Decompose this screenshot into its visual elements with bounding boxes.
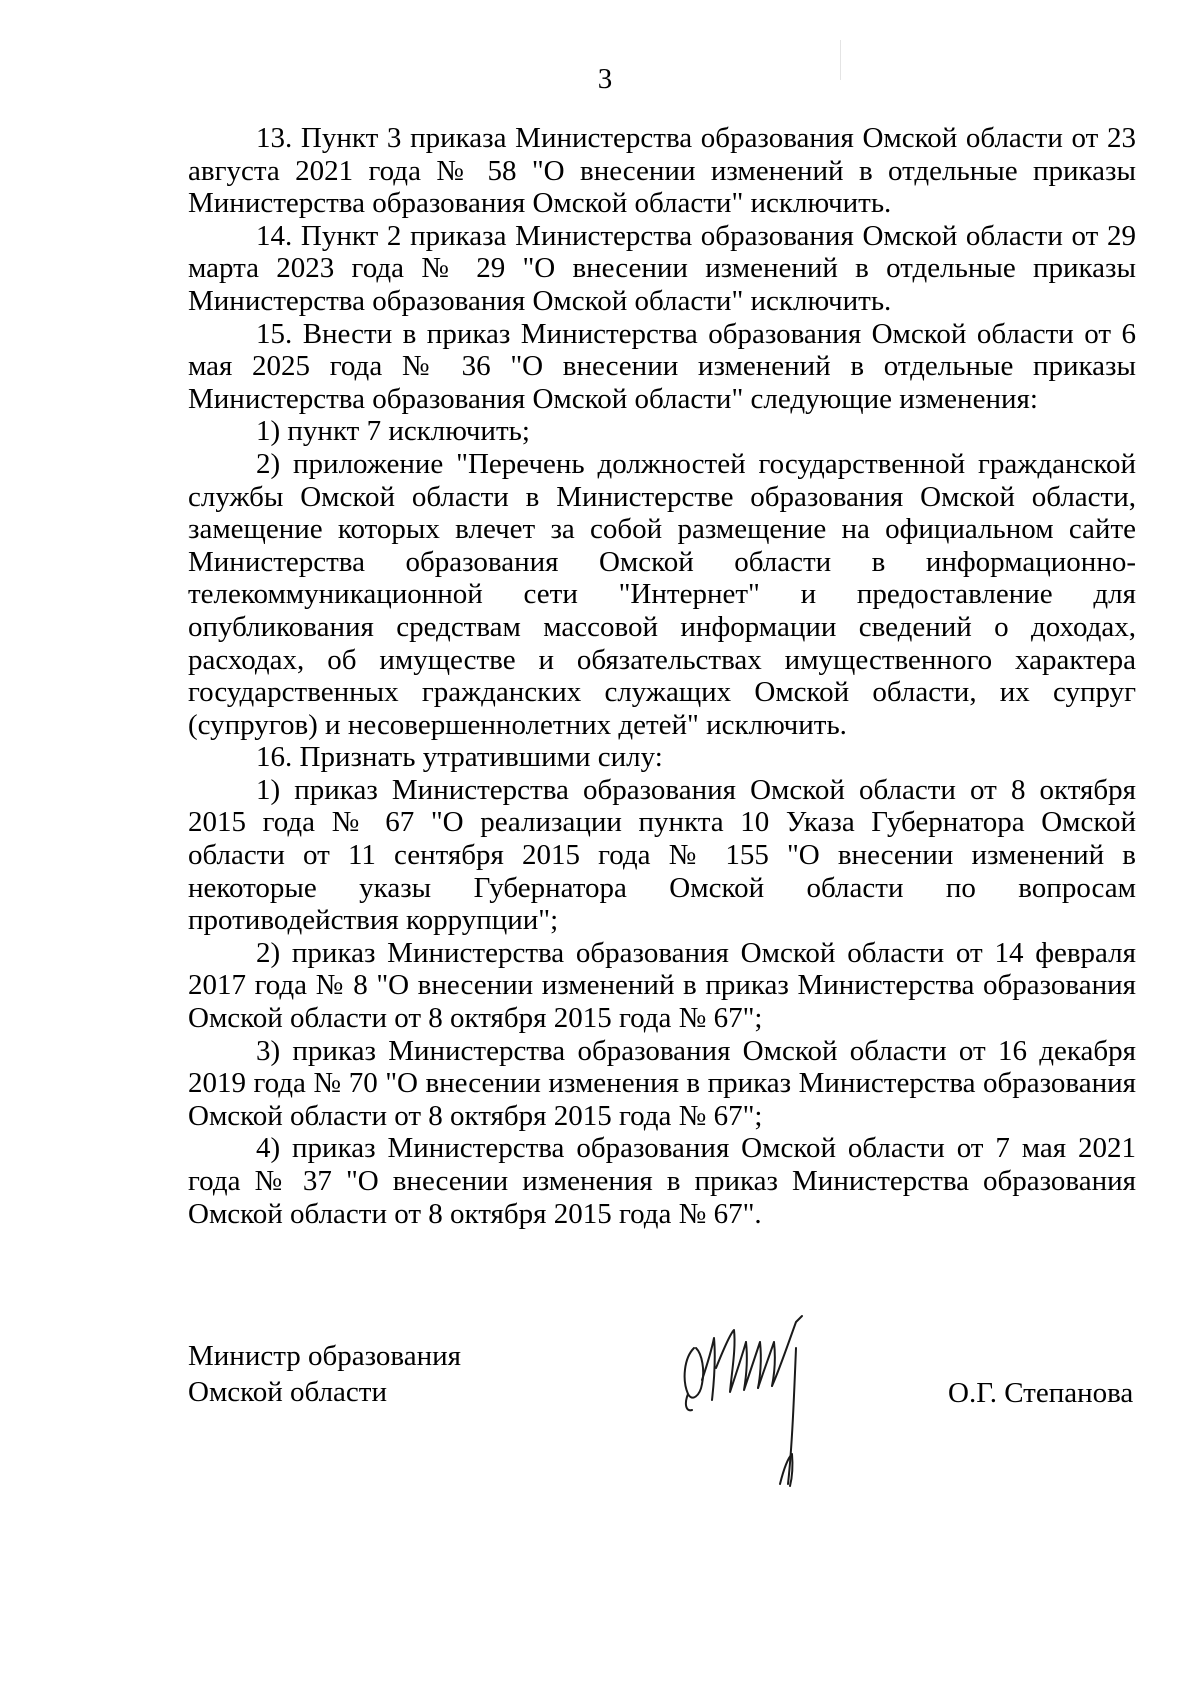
signatory-title-line-2: Омской области: [188, 1376, 387, 1408]
paragraph-16-item-1: 1) приказ Министерства образования Омской области от 8 октября 2015 года № 67 "О реализации пункта 10 Указа Губернатора Омской области от 11 сентября 2015 года № 155 "О внесении изменений в некоторые указы Губернатора Омской области по вопросам противодействия коррупции";: [188, 773, 1136, 937]
paragraph-15-item-1: 1) пункт 7 исключить;: [256, 415, 530, 448]
signatory-name: О.Г. Степанова: [948, 1377, 1134, 1409]
paragraph-15-item-2: 2) приложение "Перечень должностей государственной гражданской службы Омской области в Министерстве образования Омской области, замещение которых влечет за собой размещение на официальном сайте Министерства образования Омской области в информационно-телекоммуникационной сети "Интернет" и предоставление для опубликования средствам массовой информации сведений о доходах, расходах, об имуществе и обязательствах имущественного характера государственных гражданских служащих Омской области, их супруг (супругов) и несовершеннолетних детей" исключить.: [188, 447, 1136, 741]
paragraph-15: 15. Внести в приказ Министерства образования Омской области от 6 мая 2025 года № 36 "О внесении изменений в отдельные приказы Министерства образования Омской области" следующие изменения:: [188, 317, 1136, 415]
page-number: 3: [597, 63, 613, 95]
signatory-title-line-1: Министр образования: [188, 1340, 461, 1372]
document-body: [188, 122, 1136, 1230]
paragraph-13: 13. Пункт 3 приказа Министерства образования Омской области от 23 августа 2021 года № 58 "О внесении изменений в отдельные приказы Министерства образования Омской области" исключить.: [188, 122, 1136, 220]
paragraph-14: 14. Пункт 2 приказа Министерства образования Омской области от 29 марта 2023 года № 29 "О внесении изменений в отдельные приказы Министерства образования Омской области" исключить.: [188, 219, 1136, 317]
paragraph-16-item-3: 3) приказ Министерства образования Омской области от 16 декабря 2019 года № 70 "О внесении изменения в приказ Министерства образования Омской области от 8 октября 2015 года № 67";: [188, 1034, 1136, 1132]
paragraph-16: 16. Признать утратившими силу:: [256, 741, 663, 774]
handwritten-signature: [672, 1308, 842, 1493]
paragraph-16-item-4: 4) приказ Министерства образования Омской области от 7 мая 2021 года № 37 "О внесении изменения в приказ Министерства образования Омской области от 8 октября 2015 года № 67".: [188, 1132, 1136, 1230]
signatory-title: [188, 1338, 461, 1410]
paragraph-16-item-2: 2) приказ Министерства образования Омской области от 14 февраля 2017 года № 8 "О внесении изменений в приказ Министерства образования Омской области от 8 октября 2015 года № 67";: [188, 936, 1136, 1035]
